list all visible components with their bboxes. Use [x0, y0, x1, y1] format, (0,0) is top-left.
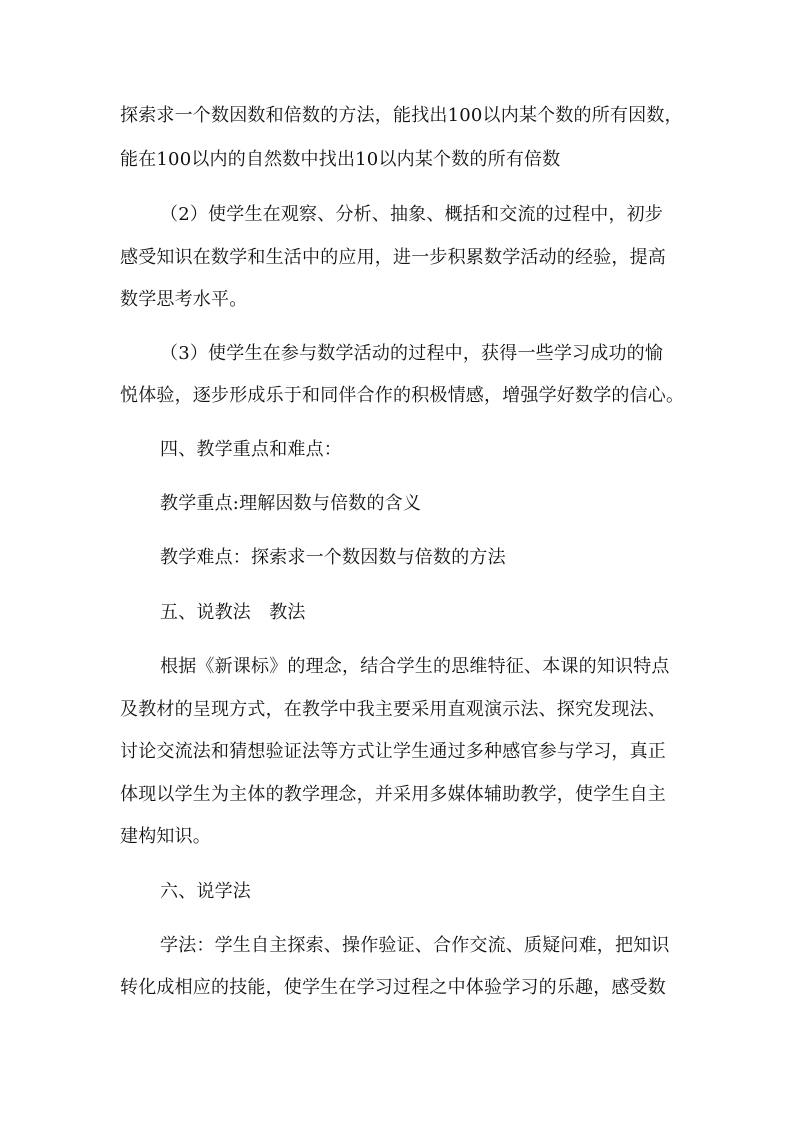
- paragraph-line: 及教材的呈现方式，在教学中我主要采用直观演示法、探究发现法、: [120, 699, 666, 720]
- list-item-3-line: （3）使学生在参与数学活动的过程中，获得一些学习成功的愉: [160, 343, 664, 364]
- paragraph-line: 转化成相应的技能，使学生在学习过程之中体验学习的乐趣，感受数: [120, 977, 666, 998]
- body-text-line: 感受知识在数学和生活中的应用，进一步积累数学活动的经验，提高: [120, 247, 666, 268]
- paragraph-line: 根据《新课标》的理念，结合学生的思维特征、本课的知识特点: [160, 656, 670, 677]
- body-text-line: 悦体验，逐步形成乐于和同伴合作的积极情感，增强学好数学的信心。: [120, 385, 685, 406]
- section-heading-6: 六、说学法: [160, 881, 251, 902]
- paragraph-line: 体现以学生为主体的教学理念，并采用多媒体辅助教学，使学生自主: [120, 784, 666, 805]
- body-text-line: 探索求一个数因数和倍数的方法，能找出100以内某个数的所有因数，: [120, 105, 683, 126]
- teaching-key-point: 教学重点:理解因数与倍数的含义: [160, 493, 422, 514]
- paragraph-line: 学法：学生自主探索、操作验证、合作交流、质疑问难，把知识: [160, 935, 670, 956]
- section-heading-4: 四、教学重点和难点：: [160, 439, 342, 460]
- paragraph-line: 建构知识。: [120, 826, 211, 847]
- body-text-line: 能在100以内的自然数中找出10以内某个数的所有倍数: [120, 149, 561, 170]
- body-text-line: 数学思考水平。: [120, 289, 248, 310]
- list-item-2-line: （2）使学生在观察、分析、抽象、概括和交流的过程中，初步: [160, 204, 664, 225]
- paragraph-line: 讨论交流法和猜想验证法等方式让学生通过多种感官参与学习，真正: [120, 741, 666, 762]
- teaching-difficulty: 教学难点：探索求一个数因数与倍数的方法: [160, 547, 506, 568]
- section-heading-5: 五、说教法 教法: [160, 602, 306, 623]
